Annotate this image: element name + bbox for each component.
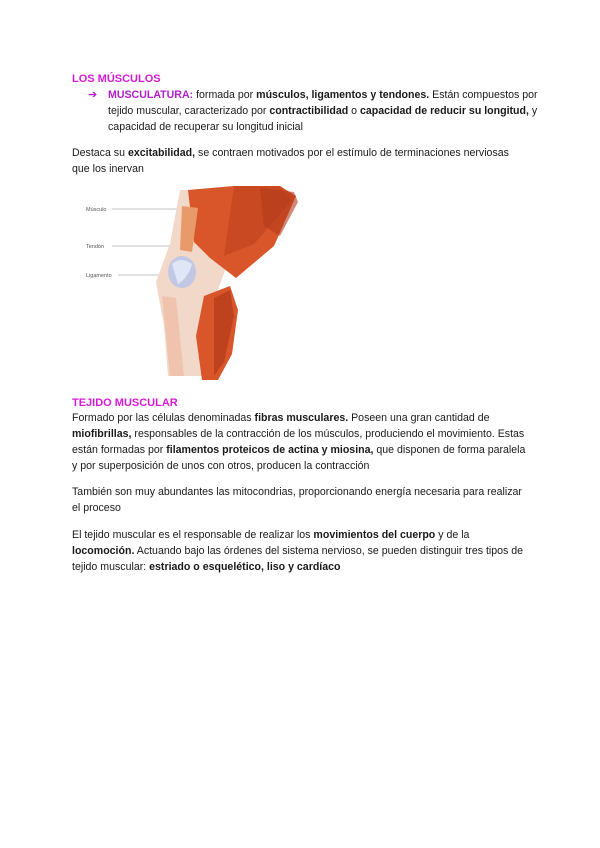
label-tendon: Tendón <box>86 244 105 250</box>
p3-text-3: Actuando bajo las órdenes del sistema nervioso, se pueden distinguir tres tipos de tejido muscular: <box>72 545 524 573</box>
paragraph-movimientos <box>72 527 528 575</box>
bullet-text-4: y capacidad de recuperar su longitud inicial <box>108 105 538 133</box>
label-musculo: Músculo <box>86 207 107 213</box>
knee-illustration <box>84 186 310 380</box>
p3-text-1: El tejido muscular es el responsable de realizar los <box>72 529 314 541</box>
p1-text-4: que disponen de forma paralela y por superposición de unos con otros, producen la contracción <box>72 444 526 472</box>
label-ligamento: Ligamento <box>86 273 112 279</box>
p1-text-2: Poseen una gran cantidad de <box>348 412 490 424</box>
paragraph-excitabilidad <box>72 145 528 177</box>
p1-bold-2: miofibrillas, <box>72 428 132 440</box>
p1-bold-1: fibras musculares. <box>254 412 349 424</box>
paragraph-mitocondrias: También son muy abundantes las mitocondrias, proporcionando energía necesaria para realizar el proceso <box>72 486 522 514</box>
para-bold-1: excitabilidad, <box>127 147 196 159</box>
bullet-bold-2: contractibilidad <box>269 105 349 117</box>
bullet-text <box>108 87 538 135</box>
p1-bold-3: filamentos proteicos de actina y miosina, <box>166 444 374 456</box>
bullet-bold-1: músculos, ligamentos y tendones. <box>256 89 430 101</box>
section-title-tejido: TEJIDO MUSCULAR <box>72 397 178 409</box>
para-text-1: Destaca su <box>72 147 128 159</box>
p1-text-1: Formado por las células denominadas <box>72 412 255 424</box>
knee-anatomy-figure <box>84 186 310 380</box>
bullet-text-1: formada por <box>193 89 257 101</box>
section-title-musculos: LOS MÚSCULOS <box>72 73 161 85</box>
bullet-text-3: o <box>348 105 360 117</box>
p3-text-2: y de la <box>435 529 470 541</box>
p3-bold-1: movimientos del cuerpo <box>313 529 436 541</box>
p3-bold-2: locomoción. <box>72 545 135 557</box>
arrow-icon: ➔ <box>88 89 98 101</box>
p1-text-3: responsables de la contracción de los músculos, produciendo el movimiento. Estas están formadas por <box>72 428 525 456</box>
para-text-2: se contraen motivados por el estímulo de terminaciones nerviosas que los inervan <box>72 147 509 175</box>
bullet-bold-3: capacidad de reducir su longitud, <box>360 105 529 117</box>
bullet-text-2: Están compuestos por tejido muscular, caracterizado por <box>108 89 538 117</box>
p3-bold-3: estriado o esquelético, liso y cardíaco <box>149 561 341 573</box>
bullet-label: MUSCULATURA: <box>108 89 194 101</box>
paragraph-fibras <box>72 410 528 474</box>
